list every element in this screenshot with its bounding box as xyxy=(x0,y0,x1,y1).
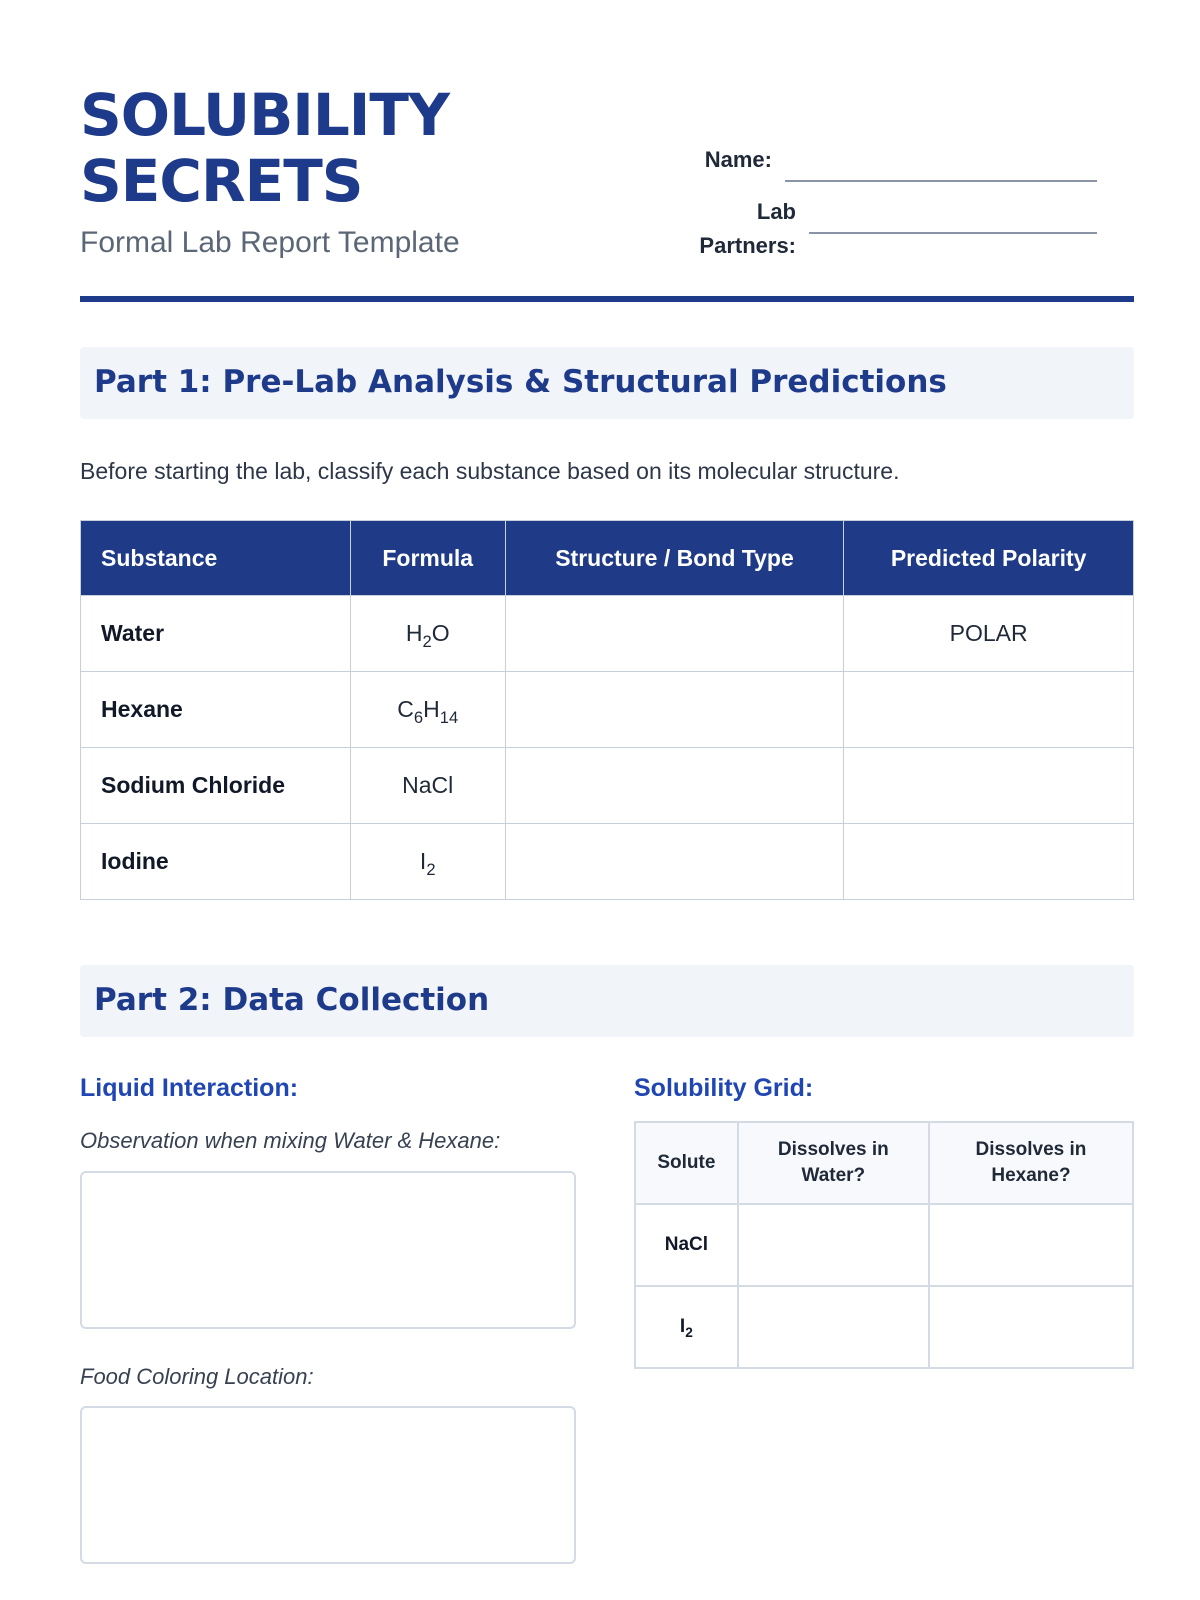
formula-cell xyxy=(350,596,505,672)
hexane-answer-cell[interactable] xyxy=(929,1286,1133,1368)
column-header-hexane: Dissolves in Hexane? xyxy=(929,1122,1133,1204)
formula-subscript: 2 xyxy=(422,631,432,651)
water-answer-cell[interactable] xyxy=(738,1286,929,1368)
solubility-grid-heading: Solubility Grid: xyxy=(634,1074,814,1102)
substance-cell: Hexane xyxy=(81,672,351,748)
part1-heading: Part 1: Pre-Lab Analysis & Structural Predictions xyxy=(94,364,947,400)
hexane-answer-cell[interactable] xyxy=(929,1204,1133,1286)
food-coloring-label: Food Coloring Location: xyxy=(80,1364,314,1389)
lab-partners-label-line-2: Partners: xyxy=(699,233,796,258)
structure-cell[interactable] xyxy=(505,672,844,748)
polarity-cell[interactable] xyxy=(844,672,1134,748)
table-row xyxy=(635,1204,1133,1286)
grid-header-row xyxy=(635,1122,1133,1204)
title-line-2: SECRETS xyxy=(80,147,363,215)
polarity-cell[interactable] xyxy=(844,824,1134,900)
table-row xyxy=(81,596,1134,672)
column-header-water: Dissolves in Water? xyxy=(738,1122,929,1204)
food-coloring-answer-box[interactable] xyxy=(80,1406,576,1564)
table-row xyxy=(635,1286,1133,1368)
lab-partners-label-line-1: Lab xyxy=(756,199,796,224)
substance-cell: Iodine xyxy=(81,824,351,900)
table-row xyxy=(81,748,1134,824)
solute-subscript: 2 xyxy=(685,1324,693,1340)
column-header-polarity: Predicted Polarity xyxy=(844,521,1134,596)
column-header-substance: Substance xyxy=(81,521,351,596)
observation-label: Observation when mixing Water & Hexane: xyxy=(80,1128,501,1153)
solute-cell xyxy=(635,1204,738,1286)
lab-partners-field[interactable] xyxy=(809,232,1097,234)
table-row xyxy=(81,824,1134,900)
solubility-grid-table xyxy=(634,1121,1134,1369)
substance-cell: Water xyxy=(81,596,351,672)
structure-cell[interactable] xyxy=(505,824,844,900)
formula-cell xyxy=(350,672,505,748)
part1-intro: Before starting the lab, classify each substance based on its molecular structure. xyxy=(80,458,900,484)
part2-header xyxy=(80,965,1134,1037)
formula-element: NaCl xyxy=(402,772,454,798)
column-header-solute: Solute xyxy=(635,1122,738,1204)
column-header-structure: Structure / Bond Type xyxy=(505,521,844,596)
polarity-cell[interactable] xyxy=(844,748,1134,824)
formula-element: H xyxy=(423,696,440,722)
part2-heading: Part 2: Data Collection xyxy=(94,982,490,1018)
formula-element: C xyxy=(397,696,414,722)
report-subtitle: Formal Lab Report Template xyxy=(80,226,460,259)
column-header-formula: Formula xyxy=(350,521,505,596)
observation-answer-box[interactable] xyxy=(80,1171,576,1329)
header-divider xyxy=(80,296,1134,302)
name-label: Name: xyxy=(704,147,772,172)
formula-subscript: 14 xyxy=(439,707,459,727)
formula-subscript: 2 xyxy=(426,859,436,879)
formula-cell xyxy=(350,748,505,824)
title-line-1: SOLUBILITY xyxy=(80,81,449,149)
solute-cell xyxy=(635,1286,738,1368)
report-title xyxy=(80,82,449,214)
formula-cell xyxy=(350,824,505,900)
lab-partners-label xyxy=(680,195,796,263)
solute-element: I xyxy=(679,1316,686,1337)
formula-element: H xyxy=(405,620,423,646)
prelab-header-row xyxy=(81,521,1134,596)
structure-cell[interactable] xyxy=(505,748,844,824)
substance-cell: Sodium Chloride xyxy=(81,748,351,824)
formula-element: O xyxy=(431,620,450,646)
table-row xyxy=(81,672,1134,748)
structure-cell[interactable] xyxy=(505,596,844,672)
prelab-table xyxy=(80,520,1134,900)
solute-element: NaCl xyxy=(664,1234,709,1255)
name-field[interactable] xyxy=(785,180,1097,182)
liquid-interaction-heading: Liquid Interaction: xyxy=(80,1074,299,1102)
part1-header xyxy=(80,347,1134,419)
formula-element: I xyxy=(419,848,427,874)
water-answer-cell[interactable] xyxy=(738,1204,929,1286)
formula-subscript: 6 xyxy=(413,707,424,727)
polarity-cell[interactable]: POLAR xyxy=(844,596,1134,672)
